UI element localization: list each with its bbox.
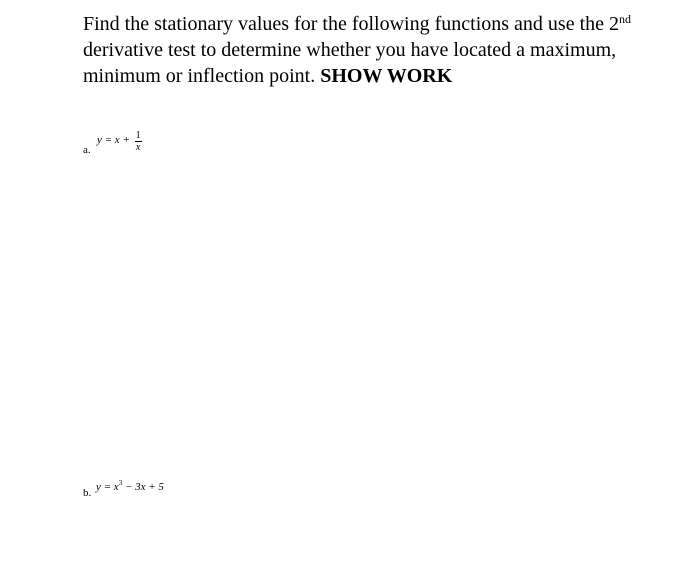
problem-a-label: a.	[83, 144, 91, 156]
fraction-denominator: x	[135, 142, 141, 153]
problem-b-label: b.	[83, 487, 92, 499]
problem-a-fraction	[135, 130, 142, 153]
problem-a-formula	[97, 130, 142, 153]
problem-b-post: − 3x + 5	[122, 481, 164, 493]
instructions-part2: derivative test to determine whether you have located a maximum, minimum or inflection point.	[83, 39, 617, 87]
problem-b-exponent: 3	[118, 479, 123, 487]
ordinal-superscript: nd	[619, 12, 632, 26]
problem-a-lhs: y = x +	[97, 133, 130, 146]
problem-b-formula	[96, 481, 164, 493]
show-work-emphasis: SHOW WORK	[320, 65, 453, 87]
instructions-text	[83, 11, 683, 89]
problem-b-pre: y = x	[96, 481, 119, 493]
fraction-numerator: 1	[135, 130, 141, 141]
instructions-part1: Find the stationary values for the following functions and use the 2	[83, 13, 620, 35]
